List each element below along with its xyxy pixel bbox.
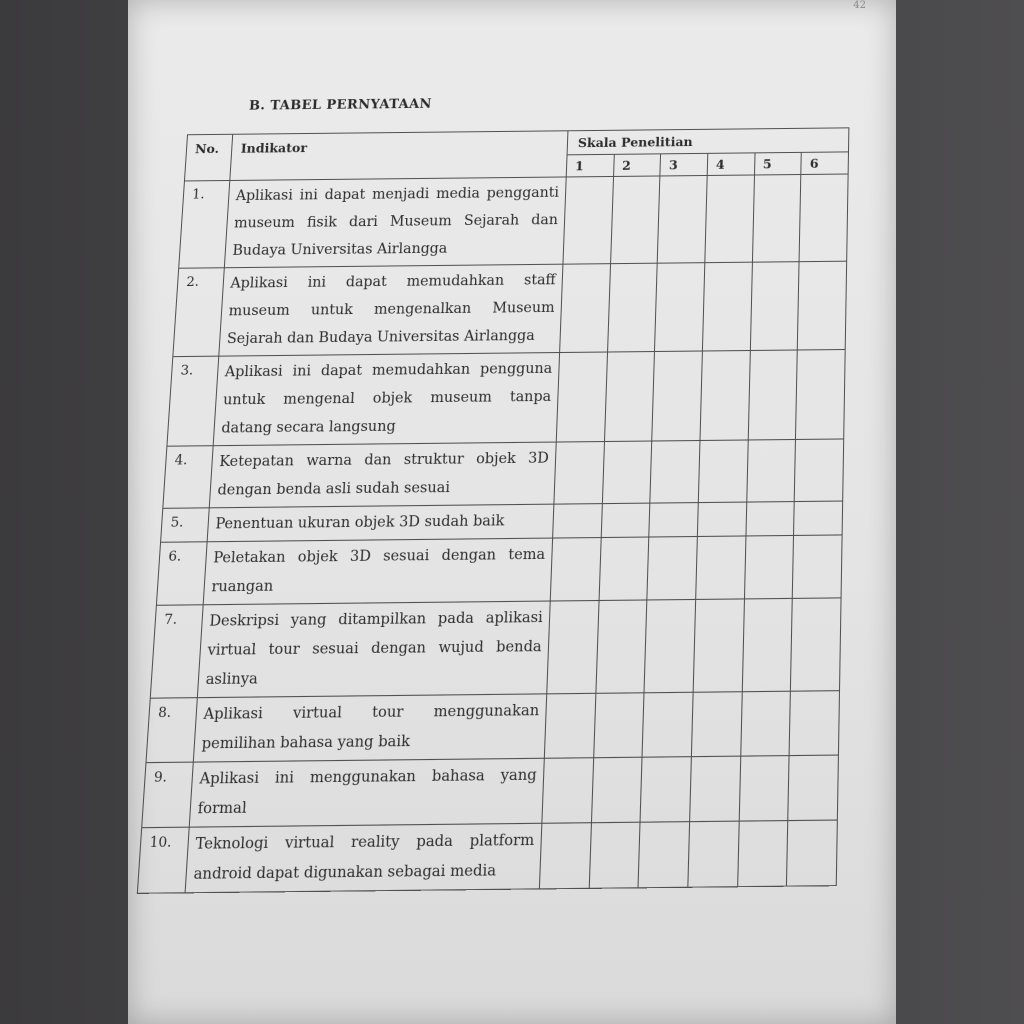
row-number: 6. bbox=[156, 542, 207, 606]
score-cell-3[interactable] bbox=[640, 757, 691, 823]
row-indikator: Teknologi virtual reality pada platform android dapat digunakan sebagai media bbox=[186, 823, 542, 893]
scale-6: 6 bbox=[801, 152, 848, 175]
score-cell-5[interactable] bbox=[742, 598, 793, 691]
score-cell-6[interactable] bbox=[791, 598, 841, 691]
row-number: 8. bbox=[146, 698, 198, 763]
scale-5: 5 bbox=[754, 152, 801, 175]
score-cell-6[interactable] bbox=[794, 439, 843, 502]
row-indikator: Aplikasi ini menggunakan bahasa yang formal bbox=[190, 758, 545, 827]
score-cell-2[interactable] bbox=[607, 263, 657, 352]
row-indikator: Deskripsi yang ditampilkan pada aplikasi virtual tour sesuai dengan wujud benda aslinya bbox=[198, 601, 550, 698]
score-cell-2[interactable] bbox=[601, 503, 650, 537]
score-cell-1[interactable] bbox=[556, 352, 607, 442]
score-cell-1[interactable] bbox=[542, 758, 593, 824]
table-row bbox=[167, 349, 845, 446]
header-indikator: Indikator bbox=[230, 131, 568, 181]
table-row bbox=[163, 439, 844, 508]
page-number: 42 bbox=[853, 0, 866, 11]
section-title: B. TABEL PERNYATAAN bbox=[248, 96, 433, 114]
table-row bbox=[137, 820, 837, 893]
scale-1: 1 bbox=[566, 154, 614, 177]
score-cell-5[interactable] bbox=[746, 502, 795, 536]
score-cell-5[interactable] bbox=[739, 756, 790, 822]
score-cell-6[interactable] bbox=[787, 820, 838, 886]
statement-table bbox=[137, 127, 850, 894]
score-cell-2[interactable] bbox=[595, 600, 647, 693]
score-cell-1[interactable] bbox=[544, 693, 595, 758]
document-content bbox=[105, 86, 860, 894]
row-number: 1. bbox=[179, 180, 231, 268]
score-cell-4[interactable] bbox=[691, 692, 742, 757]
row-indikator: Aplikasi ini dapat memudahkan staff museum untuk mengenalkan Museum Sejarah dan Budaya Universitas Airlangga bbox=[219, 264, 563, 356]
score-cell-5[interactable] bbox=[746, 439, 795, 502]
score-cell-6[interactable] bbox=[793, 535, 843, 598]
score-cell-3[interactable] bbox=[657, 175, 707, 263]
score-cell-4[interactable] bbox=[693, 599, 744, 692]
row-indikator: Penentuan ukuran objek 3D sudah baik bbox=[208, 504, 554, 542]
score-cell-3[interactable] bbox=[638, 822, 689, 888]
scale-2: 2 bbox=[613, 154, 661, 177]
score-cell-4[interactable] bbox=[697, 502, 746, 536]
scale-4: 4 bbox=[707, 153, 755, 176]
score-cell-1[interactable] bbox=[552, 504, 601, 538]
score-cell-4[interactable] bbox=[700, 350, 750, 440]
row-number: 4. bbox=[163, 446, 214, 509]
row-indikator: Aplikasi virtual tour menggunakan pemilihan bahasa yang baik bbox=[194, 694, 547, 762]
score-cell-2[interactable] bbox=[610, 176, 660, 264]
score-cell-5[interactable] bbox=[744, 535, 794, 598]
score-cell-3[interactable] bbox=[650, 440, 700, 503]
score-cell-6[interactable] bbox=[798, 261, 847, 350]
score-cell-4[interactable] bbox=[688, 821, 739, 887]
score-cell-2[interactable] bbox=[604, 352, 655, 442]
score-cell-2[interactable] bbox=[602, 441, 652, 504]
score-cell-5[interactable] bbox=[740, 691, 790, 756]
score-cell-4[interactable] bbox=[705, 175, 754, 263]
score-cell-3[interactable] bbox=[649, 503, 698, 537]
table-row bbox=[142, 755, 839, 828]
row-number: 7. bbox=[150, 605, 203, 698]
score-cell-2[interactable] bbox=[599, 537, 649, 600]
score-cell-3[interactable] bbox=[655, 263, 705, 352]
score-cell-3[interactable] bbox=[642, 692, 693, 757]
score-cell-6[interactable] bbox=[796, 349, 845, 439]
header-no: No. bbox=[184, 134, 233, 181]
row-indikator: Aplikasi ini dapat menjadi media pengganti museum fisik dari Museum Sejarah dan Budaya Universitas Airlangga bbox=[225, 177, 566, 268]
score-cell-4[interactable] bbox=[698, 440, 748, 503]
header-skala: Skala Penelitian bbox=[567, 128, 849, 155]
score-cell-3[interactable] bbox=[644, 599, 695, 692]
scale-3: 3 bbox=[660, 153, 708, 176]
table-row bbox=[150, 598, 841, 698]
score-cell-1[interactable] bbox=[563, 176, 613, 264]
score-cell-1[interactable] bbox=[539, 823, 591, 889]
row-indikator: Aplikasi ini dapat memudahkan pengguna untuk mengenal objek museum tanpa datang secara langsung bbox=[214, 353, 560, 446]
score-cell-5[interactable] bbox=[737, 821, 788, 887]
score-cell-4[interactable] bbox=[702, 262, 752, 351]
table-row bbox=[173, 261, 847, 356]
score-cell-1[interactable] bbox=[559, 264, 610, 353]
score-cell-5[interactable] bbox=[748, 350, 798, 440]
row-number: 10. bbox=[137, 827, 189, 893]
score-cell-1[interactable] bbox=[550, 538, 601, 601]
score-cell-1[interactable] bbox=[554, 442, 604, 505]
row-indikator: Ketepatan warna dan struktur objek 3D dengan benda asli sudah sesuai bbox=[210, 442, 556, 508]
score-cell-3[interactable] bbox=[652, 351, 702, 441]
row-number: 9. bbox=[142, 762, 194, 828]
score-cell-4[interactable] bbox=[690, 756, 741, 822]
table-row bbox=[179, 174, 848, 268]
score-cell-2[interactable] bbox=[593, 693, 644, 758]
score-cell-6[interactable] bbox=[789, 691, 839, 756]
row-number: 2. bbox=[173, 268, 225, 357]
score-cell-4[interactable] bbox=[696, 536, 746, 599]
table-row bbox=[146, 691, 840, 763]
score-cell-2[interactable] bbox=[589, 822, 641, 888]
row-indikator: Peletakan objek 3D sesuai dengan tema ruangan bbox=[204, 538, 553, 605]
score-cell-5[interactable] bbox=[750, 262, 799, 351]
score-cell-6[interactable] bbox=[799, 174, 848, 262]
score-cell-5[interactable] bbox=[752, 174, 801, 262]
score-cell-6[interactable] bbox=[788, 755, 838, 821]
row-number: 5. bbox=[161, 508, 210, 542]
table-row bbox=[156, 535, 842, 605]
row-number: 3. bbox=[167, 356, 219, 446]
score-cell-2[interactable] bbox=[591, 757, 642, 823]
score-cell-1[interactable] bbox=[547, 600, 599, 693]
score-cell-3[interactable] bbox=[647, 536, 697, 599]
score-cell-6[interactable] bbox=[794, 501, 843, 535]
